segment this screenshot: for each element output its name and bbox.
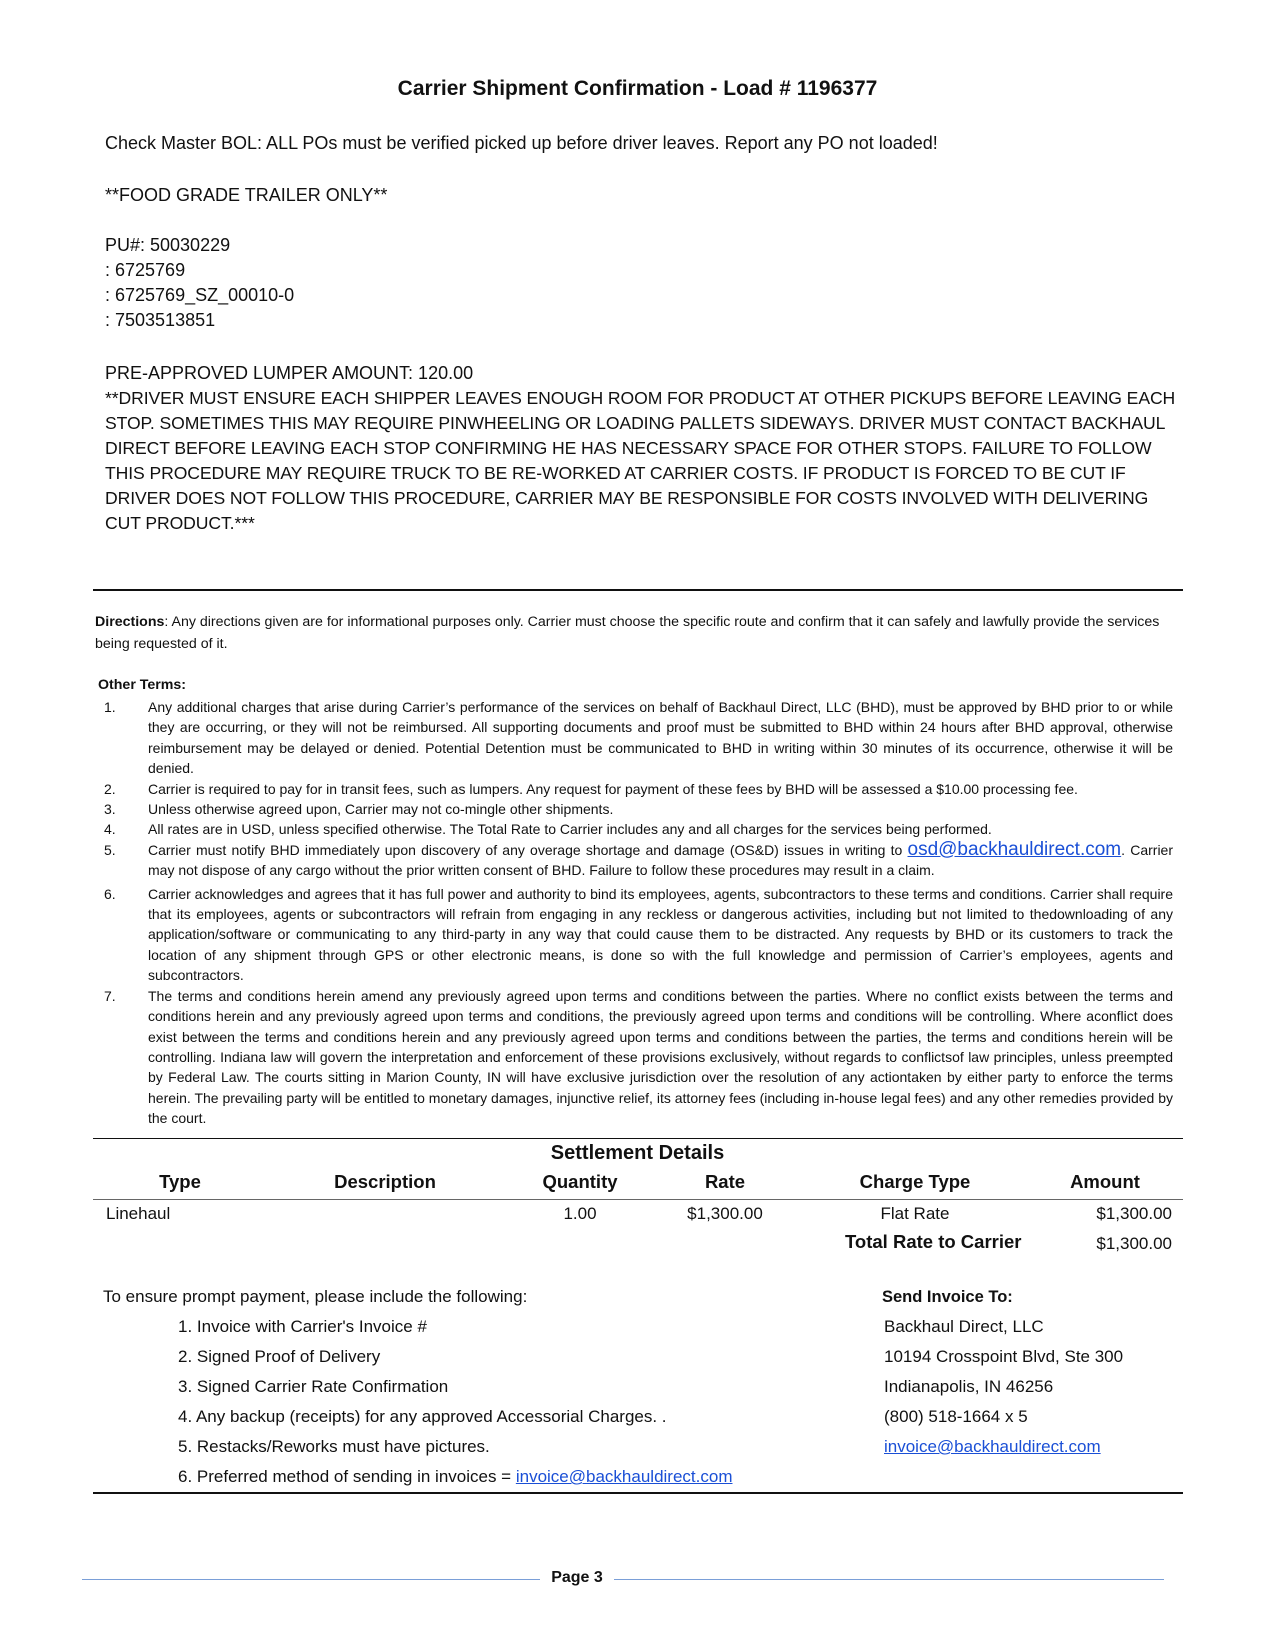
- settlement-title: Settlement Details: [550, 1142, 725, 1164]
- send-invoice-street: 10194 Crosspoint Blvd, Ste 300: [884, 1347, 1124, 1366]
- page-number: Page 3: [551, 1569, 603, 1586]
- term-text: Carrier is required to pay for in transit fees, such as lumpers. Any request for payment of these fees by BHD will be assessed a $10.00 processing fee.: [148, 780, 1078, 797]
- term-item: [98, 840, 1173, 881]
- invoice-email-link[interactable]: invoice@backhauldirect.com: [515, 1467, 733, 1486]
- pickup-line: : 6725769: [105, 260, 186, 280]
- term-item: [98, 697, 1173, 779]
- send-invoice-phone: (800) 518-1664 x 5: [884, 1407, 1028, 1426]
- food-grade-note: **FOOD GRADE TRAILER ONLY**: [105, 185, 388, 205]
- term-item: [98, 799, 1173, 819]
- send-invoice-email-link[interactable]: invoice@backhauldirect.com: [884, 1437, 1101, 1456]
- header-charge-type: Charge Type: [859, 1171, 971, 1192]
- term-text: Unless otherwise agreed upon, Carrier may not co-mingle other shipments.: [148, 801, 614, 818]
- row-type: Linehaul: [106, 1204, 171, 1223]
- payment-item: 5. Restacks/Reworks must have pictures.: [178, 1437, 490, 1456]
- term-number: 1.: [104, 699, 116, 715]
- term-number: 3.: [104, 801, 116, 818]
- directions-paragraph: [95, 611, 1175, 655]
- directions-text: : Any directions given are for informational purposes only. Carrier must choose the specific route and confirm that it can safely and lawfully provide the services being requested of it.: [95, 614, 1160, 652]
- send-invoice-company: Backhaul Direct, LLC: [884, 1317, 1044, 1336]
- payment-item: 4. Any backup (receipts) for any approved Accessorial Charges. .: [178, 1407, 667, 1426]
- bol-notice: Check Master BOL: ALL POs must be verified picked up before driver leaves. Report any PO not loaded!: [105, 133, 938, 153]
- pickup-line: : 7503513851: [105, 310, 216, 330]
- term-item: [98, 884, 1173, 986]
- row-rate: $1,300.00: [687, 1204, 763, 1223]
- divider: [93, 1138, 1183, 1139]
- term-number: 5.: [104, 841, 116, 858]
- header-amount: Amount: [1070, 1171, 1140, 1192]
- term-text-after: . Carrier may not dispose of any cargo without the prior written consent of BHD. Failure to follow these procedures may result in a claim.: [148, 841, 1173, 879]
- term-number: 6.: [104, 885, 116, 902]
- term-text: [148, 840, 1173, 881]
- send-invoice-email-wrap: [884, 1437, 1101, 1457]
- header-rate: Rate: [704, 1171, 746, 1192]
- payment-item-preferred: [178, 1467, 732, 1487]
- term-item: [98, 986, 1173, 1129]
- row-charge-type: Flat Rate: [880, 1204, 950, 1223]
- row-quantity: 1.00: [563, 1204, 597, 1223]
- terms-list: [98, 697, 1173, 1129]
- header-description: Description: [334, 1171, 436, 1192]
- directions-label: Directions: [95, 614, 165, 630]
- divider: [93, 1492, 1183, 1494]
- pickup-line: PU#: 50030229: [105, 235, 231, 255]
- term-number: 2.: [104, 780, 116, 797]
- term-number: 7.: [104, 987, 116, 1004]
- footer-rule-left: [82, 1579, 540, 1580]
- send-invoice-title: Send Invoice To:: [882, 1288, 1013, 1306]
- term-item: [98, 819, 1173, 839]
- header-type: Type: [159, 1171, 201, 1192]
- divider: [93, 589, 1183, 591]
- header-quantity: Quantity: [542, 1171, 618, 1192]
- pickup-numbers: [105, 233, 294, 333]
- payment-item: 3. Signed Carrier Rate Confirmation: [178, 1377, 449, 1396]
- term-text-before: Carrier must notify BHD immediately upon discovery of any overage shortage and damage (OS&D) issues in writing to: [148, 841, 908, 858]
- term-text: The terms and conditions herein amend any previously agreed upon terms and conditions between the parties. Where no conflict exists between the terms and conditions herein and any previously agreed upon terms and conditions, the previously agreed upon terms and conditions will be controlling. Where aconflict does exist between the terms and conditions herein and any previously agreed upon terms and conditions between the parties, the terms and conditions herein will be controlling. Indiana law will govern the interpretation and enforcement of these provisions exclusively, without regards to conflictsof law principles, unless preempted by Federal Law. The courts sitting in Marion County, IN will have exclusive jurisdiction over the resolution of any actiontaken by either party to enforce the terms herein. The prevailing party will be entitled to monetary damages, injunctive relief, its attorney fees (including in-house legal fees) and any other remedies provided by the court.: [148, 987, 1173, 1127]
- send-invoice-city: Indianapolis, IN 46256: [884, 1377, 1054, 1396]
- term-text: All rates are in USD, unless specified otherwise. The Total Rate to Carrier includes any and all charges for the services being performed.: [148, 821, 992, 838]
- payment-item: 2. Signed Proof of Delivery: [178, 1347, 381, 1366]
- pickup-line: : 6725769_SZ_00010-0: [105, 285, 295, 305]
- total-rate-label: Total Rate to Carrier: [845, 1231, 1022, 1252]
- lumper-amount: PRE-APPROVED LUMPER AMOUNT: 120.00: [105, 363, 474, 383]
- other-terms-title: Other Terms:: [98, 677, 187, 693]
- term-text: Any additional charges that arise during Carrier’s performance of the services on behalf of Backhaul Direct, LLC (BHD), must be approved by BHD prior to or while they are occurring, or they will not be reimbursed. All supporting documents and proof must be submitted to BHD within 24 hours after BHD approval, otherwise reimbursement may be delayed or denied. Potential Detention must be communicated to BHD in writing within 30 minutes of its occurrence, otherwise it will be denied.: [148, 699, 1173, 777]
- payment-intro: To ensure prompt payment, please include the following:: [103, 1287, 528, 1306]
- payment-item: 1. Invoice with Carrier's Invoice #: [178, 1317, 427, 1336]
- header-separator: [93, 1199, 1183, 1200]
- row-amount: $1,300.00: [1096, 1204, 1172, 1223]
- term-number: 4.: [104, 821, 116, 838]
- term-text: Carrier acknowledges and agrees that it has full power and authority to bind its employees, agents, subcontractors to these terms and conditions. Carrier shall require that its employees, agents or subcontractors will refrain from engaging in any reckless or dangerous activities, including but not limited to thedownloading of any application/software or communicating to any third-party in any way that could cause them to be distracted. Any requests by BHD or its customers to track the location of any shipment through GPS or other electronic means, is done so with the full knowledge and permission of Carrier’s employees, agents and subcontractors.: [148, 885, 1173, 984]
- osd-email-link[interactable]: osd@backhauldirect.com: [907, 838, 1122, 860]
- total-rate-amount: $1,300.00: [1096, 1234, 1172, 1253]
- term-item: [98, 779, 1173, 799]
- page-title: Carrier Shipment Confirmation - Load # 1196377: [397, 77, 878, 100]
- preferred-text: 6. Preferred method of sending in invoices =: [178, 1467, 516, 1486]
- footer-rule-right: [614, 1579, 1164, 1580]
- driver-notice: **DRIVER MUST ENSURE EACH SHIPPER LEAVES ENOUGH ROOM FOR PRODUCT AT OTHER PICKUPS BEFORE LEAVING EACH STOP. SOMETIMES THIS MAY REQUIRE PINWHEELING OR LOADING PALLETS SIDEWAYS. DRIVER MUST CONTACT BACKHAUL DIRECT BEFORE LEAVING EACH STOP CONFIRMING HE HAS NECESSARY SPACE FOR OTHER STOPS. FAILURE TO FOLLOW THIS PROCEDURE MAY REQUIRE TRUCK TO BE RE-WORKED AT CARRIER COSTS. IF PRODUCT IS FORCED TO BE CUT IF DRIVER DOES NOT FOLLOW THIS PROCEDURE, CARRIER MAY BE RESPONSIBLE FOR COSTS INVOLVED WITH DELIVERING CUT PRODUCT.***: [105, 388, 1176, 533]
